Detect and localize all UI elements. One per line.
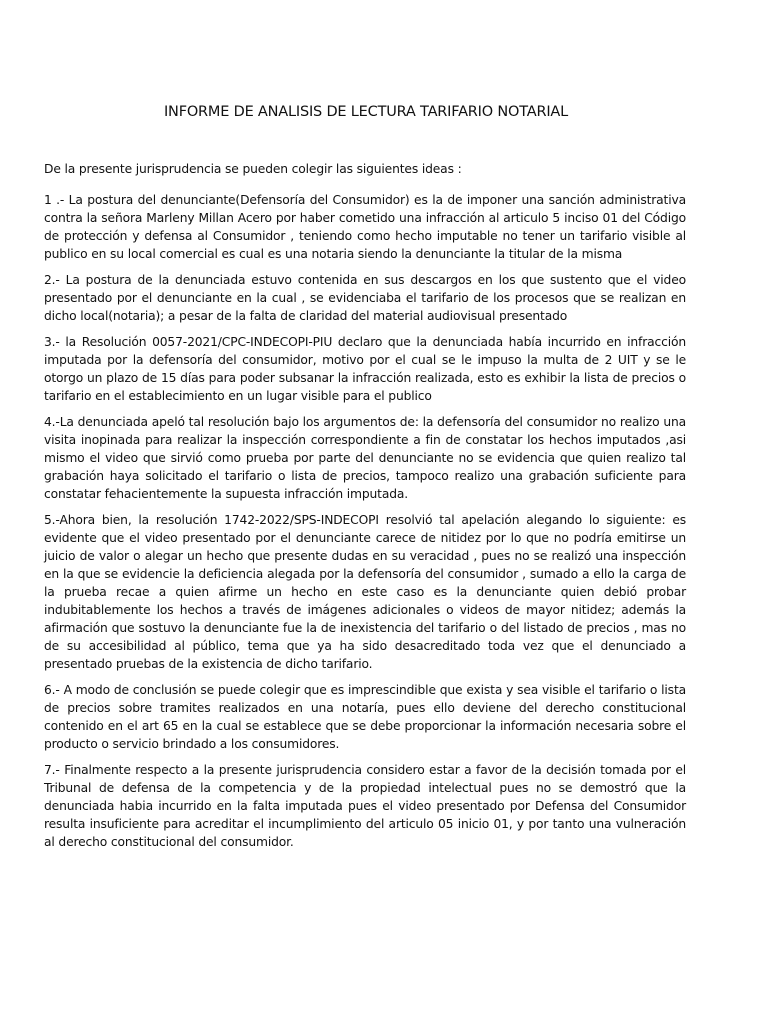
paragraph-3: 3.- la Resolución 0057-2021/CPC-INDECOPI-PIU declaro que la denunciada había incurrido en infracción imputada por la defensoría del consumidor, motivo por el cual se le impuso la multa de 2 UIT y se le otorgo un plazo de 15 días para poder subsanar la infracción realizada, esto es exhibir la lista de precios o tarifario en el establecimiento en un lugar visible para el publico [44, 335, 686, 403]
document-title: INFORME DE ANALISIS DE LECTURA TARIFARIO NOTARIAL [163, 104, 569, 120]
paragraph-5: 5.-Ahora bien, la resolución 1742-2022/SPS-INDECOPI resolvió tal apelación alegando lo siguiente: es evidente que el video presentado por el denunciante carece de nitidez por lo que no podría emitirse un juicio de valor o alegar un hecho que presente dudas en su veracidad , pues no se realizó una inspección en la que se evidencie la deficiencia alegada por la defensoría del consumidor , sumado a ello la carga de la prueba recae a quien afirme un hecho en este caso es la denunciante quien debió probar indubitablemente los hechos a través de imágenes adicionales o videos de mayor nitidez; además la afirmación que sostuvo la denunciante fue la de inexistencia del tarifario o del listado de precios , mas no de su accesibilidad al público, tema que ya ha sido desacreditado toda vez que el denunciado a presentado pruebas de la existencia de dicho tarifario. [44, 513, 686, 671]
document-body [44, 160, 686, 859]
paragraph-6: 6.- A modo de conclusión se puede colegir que es imprescindible que exista y sea visible el tarifario o lista de precios sobre tramites realizados en una notaría, pues ello deviene del derecho constitucional contenido en el art 65 en la cual se establece que se debe proporcionar la información necesaria sobre el producto o servicio brindado a los consumidores. [44, 683, 686, 751]
paragraph-1: 1 .- La postura del denunciante(Defensoría del Consumidor) es la de imponer una sanción administrativa contra la señora Marleny Millan Acero por haber cometido una infracción al articulo 5 inciso 01 del Código de protección y defensa al Consumidor , teniendo como hecho imputable no tener un tarifario visible al publico en su local comercial es cual es una notaria siendo la denunciante la titular de la misma [44, 193, 686, 261]
paragraph-7: 7.- Finalmente respecto a la presente jurisprudencia considero estar a favor de la decisión tomada por el Tribunal de defensa de la competencia y de la propiedad intelectual pues no se demostró que la denunciada habia incurrido en la falta imputada pues el video presentado por Defensa del Consumidor resulta insuficiente para acreditar el incumplimiento del articulo 05 inicio 01, y por tanto una vulneración al derecho constitucional del consumidor. [44, 763, 686, 849]
paragraph-4: 4.-La denunciada apeló tal resolución bajo los argumentos de: la defensoría del consumidor no realizo una visita inopinada para realizar la inspección correspondiente a fin de constatar los hechos imputados ,asi mismo el video que sirvió como prueba por parte del denunciante no se evidencia que quien realizo tal grabación haya solicitado el tarifario o lista de precios, tampoco realizo una grabación suficiente para constatar fehacientemente la supuesta infracción imputada. [44, 415, 686, 501]
paragraph-2: 2.- La postura de la denunciada estuvo contenida en sus descargos en los que sustento que el video presentado por el denunciante en la cual , se evidenciaba el tarifario de los procesos que se realizan en dicho local(notaria); a pesar de la falta de claridad del material audiovisual presentado [44, 273, 686, 323]
intro-paragraph: De la presente jurisprudencia se pueden colegir las siguientes ideas : [44, 162, 462, 176]
